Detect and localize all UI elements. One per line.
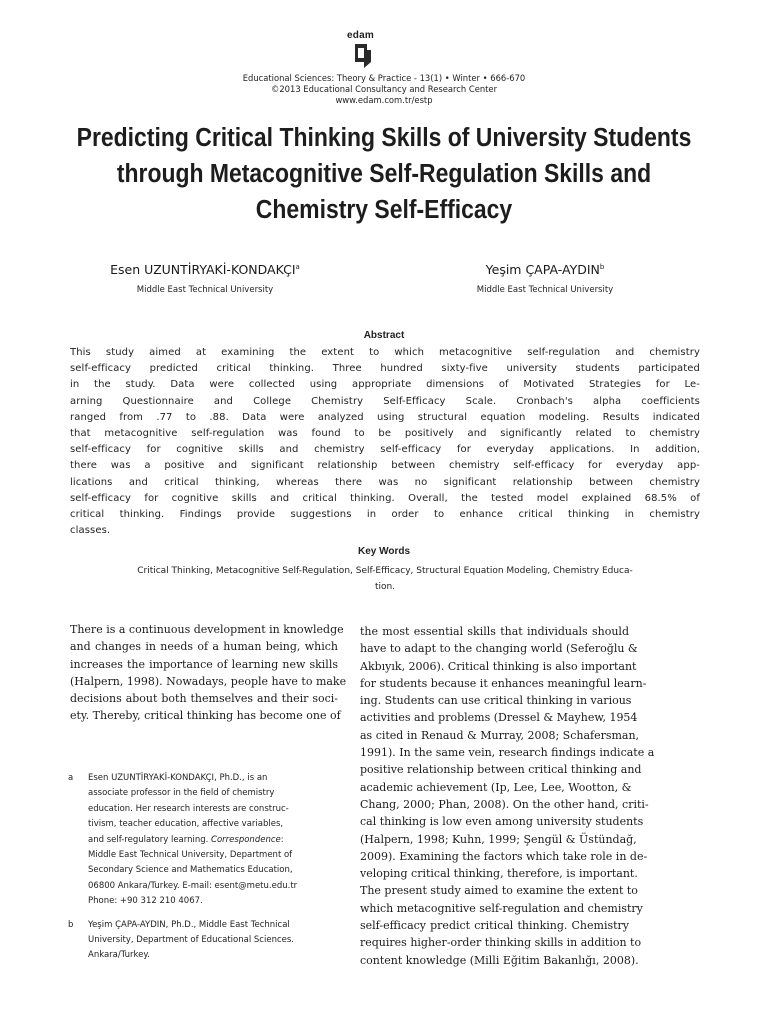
footnote-line: associate professor in the field of chemistry <box>88 788 275 799</box>
body-line: The present study aimed to examine the extent to <box>360 884 638 898</box>
body-line: have to adapt to the changing world (Seferoğlu & <box>360 642 638 656</box>
author-block-2 <box>400 262 690 295</box>
author-name: Esen UZUNTİRYAKİ-KONDAKÇI <box>110 262 296 277</box>
keywords-line: Critical Thinking, Metacognitive Self-Regulation, Self-Efficacy, Structural Equation Modeling, Chemistry Educa- <box>137 566 633 576</box>
footnote-line: Yeşim ÇAPA-AYDIN, Ph.D., Middle East Technical <box>88 919 290 930</box>
journal-header <box>0 73 768 107</box>
body-line: for students because it enhances meaningful learn- <box>360 676 647 690</box>
author-name: Yeşim ÇAPA-AYDIN <box>485 262 600 277</box>
footnotes <box>68 771 340 972</box>
abstract-line: in the study. Data were collected using appropriate dimensions of Motivated Strategies for Le- <box>70 379 700 391</box>
footnote-line: Secondary Science and Mathematics Education, <box>88 865 293 876</box>
footnote-mark: a <box>68 773 74 783</box>
body-line: requires higher-order thinking skills in addition to <box>360 936 642 950</box>
abstract-line: self-efficacy predicted critical thinking. Three hundred sixty-five university students participated <box>70 363 700 375</box>
body-line: positive relationship between critical thinking and <box>360 763 642 777</box>
body-line: (Halpern, 1998). Nowadays, people have to make <box>70 674 347 688</box>
footnote-line: University, Department of Educational Sciences. <box>88 935 294 946</box>
title-line: Chemistry Self-Efficacy <box>255 196 513 224</box>
footnote-line: Esen UZUNTİRYAKİ-KONDAKÇI, Ph.D., is an <box>88 773 268 783</box>
abstract-line: critical thinking. Findings provide suggestions in order to enhance critical thinking in chemistry <box>70 509 700 521</box>
journal-copyright: ©2013 Educational Consultancy and Research Center <box>270 84 498 95</box>
abstract-line: ranged from .77 to .88. Data were analyzed using structural equation modeling. Results indicated <box>70 411 700 423</box>
body-line: There is a continuous development in knowledge <box>70 623 344 636</box>
body-line: (Halpern, 1998; Kuhn, 1999; Şengül & Üstündağ, <box>360 832 637 846</box>
abstract-heading: Abstract <box>363 330 405 341</box>
body-line: 1991). In the same vein, research findings indicate a <box>360 746 655 760</box>
body-line: as cited in Renaud & Murray, 2008; Schafersman, <box>360 728 640 742</box>
body-line: veloping critical thinking, therefore, is important. <box>360 867 638 881</box>
keywords-heading: Key Words <box>357 546 411 557</box>
journal-logo <box>345 30 379 70</box>
body-column-right <box>360 623 655 969</box>
footnote-line: 06800 Ankara/Turkey. E-mail: esent@metu.edu.tr <box>88 880 298 891</box>
logo-wordmark: edam <box>347 30 374 41</box>
keywords-text <box>70 563 700 595</box>
keywords-line: tion. <box>374 582 396 592</box>
paper-title <box>74 120 693 228</box>
abstract-line: self-efficacy for cognitive skills and critical thinking. Overall, the tested model explained 68.5% of <box>70 492 700 504</box>
abstract-text <box>70 345 700 539</box>
footnote-a: a Esen UZUNTİRYAKİ-KONDAKÇI, Ph.D., is an associate professor in the field of chemistry education. Her research interests are construc- tivism, teacher education, affective variables, and self-regulatory learning. Correspondence: Middle East Technical University, Department of Secondary Science and Mathematics Education, 06800 Ankara/Turkey. E-mail: esent@metu.edu.tr Phone: +90 312 210 4067. <box>68 771 340 910</box>
author-affiliation: Middle East Technical University <box>476 285 614 295</box>
body-line: content knowledge (Milli Eğitim Bakanlığı, 2008). <box>360 953 639 967</box>
abstract-line: classes. <box>70 525 111 537</box>
footnote-line: Phone: +90 312 210 4067. <box>88 896 203 907</box>
footnote-mark: b <box>68 919 74 930</box>
body-line: ety. Thereby, critical thinking has become one of <box>70 709 341 723</box>
body-line: ing. Students can use critical thinking in various <box>360 694 632 708</box>
author-affiliation: Middle East Technical University <box>136 285 274 295</box>
body-line: 2009). Examining the factors which take role in de- <box>360 849 648 863</box>
journal-citation: Educational Sciences: Theory & Practice - 13(1) • Winter • 666-670 <box>242 73 526 83</box>
footnote-b <box>68 918 340 964</box>
body-column-left <box>70 621 347 725</box>
correspondence-label: Correspondence <box>211 834 281 845</box>
title-line: through Metacognitive Self-Regulation Skills and <box>116 160 652 188</box>
author-block-1 <box>60 262 350 295</box>
abstract-line: that metacognitive self-regulation was found to be positively and significantly related to chemistry <box>70 428 700 440</box>
author-mark: b <box>599 262 605 271</box>
body-line: and changes in needs of a human being, which <box>70 640 338 654</box>
footnote-line: Ankara/Turkey. <box>88 950 150 961</box>
abstract-line: self-efficacy for cognitive skills and chemistry self-efficacy for everyday applications. In addition, <box>70 444 700 456</box>
abstract-line: This study aimed at examining the extent to which metacognitive self-regulation and chemistry <box>70 347 700 358</box>
body-line: cal thinking is low even among university students <box>360 815 644 829</box>
body-line: decisions about both themselves and their soci- <box>70 692 338 706</box>
body-line: self-efficacy predict critical thinking. Chemistry <box>360 919 629 933</box>
abstract-line: lications and critical thinking, whereas there was no significant relationship between chemistry <box>70 476 700 488</box>
footnote-line: and self-regulatory learning. <box>88 834 209 845</box>
abstract-line: there was a positive and significant relationship between chemistry self-efficacy for everyday app- <box>70 460 700 472</box>
body-line: which metacognitive self-regulation and chemistry <box>360 901 643 915</box>
footnote-line: Middle East Technical University, Department of <box>88 850 293 861</box>
body-line: Chang, 2000; Phan, 2008). On the other hand, criti- <box>360 797 649 811</box>
edam-logo-icon <box>353 42 373 68</box>
body-line: Akbıyık, 2006). Critical thinking is also important <box>360 659 637 673</box>
footnote-line: education. Her research interests are construc- <box>88 803 289 814</box>
title-line: Predicting Critical Thinking Skills of University Students <box>76 124 692 152</box>
body-line: academic achievement (Ip, Lee, Lee, Wootton, & <box>360 780 632 794</box>
abstract-line: arning Questionnaire and College Chemistry Self-Efficacy Scale. Cronbach's alpha coefficients <box>70 395 700 407</box>
author-mark: a <box>295 262 300 271</box>
footnote-line: tivism, teacher education, affective variables, <box>88 819 284 830</box>
body-line: increases the importance of learning new skills <box>70 657 338 671</box>
journal-url: www.edam.com.tr/estp <box>335 95 433 106</box>
body-line: activities and problems (Dressel & Mayhew, 1954 <box>360 711 638 725</box>
body-line: the most essential skills that individuals should <box>360 625 629 638</box>
